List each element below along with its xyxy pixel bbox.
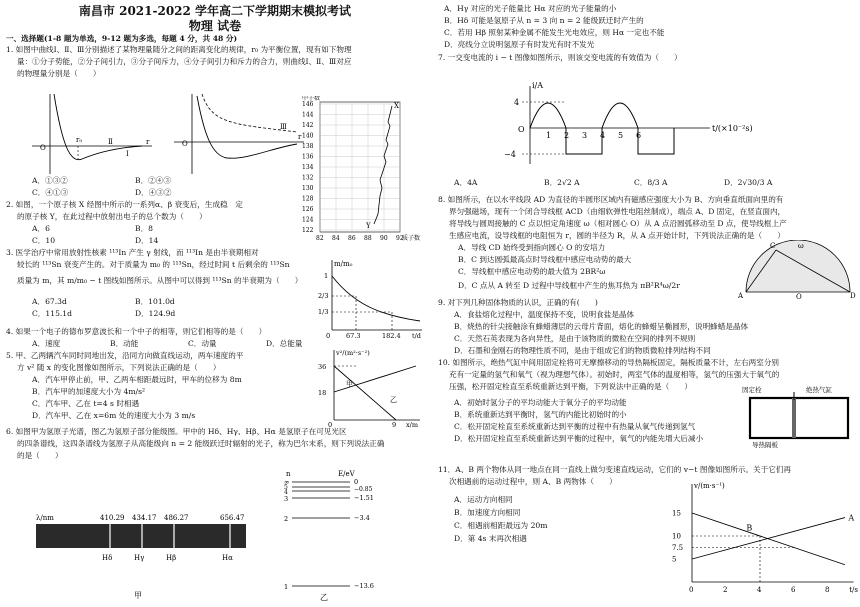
q6-spectrum <box>36 514 246 600</box>
q10-label-pin: 固定栓 <box>742 386 762 394</box>
q5-y-tick-36: 36 <box>318 363 327 371</box>
q7-y-tick-4: 4 <box>514 98 520 107</box>
q4-option-d: D．总能量 <box>266 339 303 348</box>
q11-y-tick: 5 <box>672 555 677 564</box>
q2-y-tick: 124 <box>302 216 314 224</box>
q11-y-tick: 7.5 <box>672 544 684 552</box>
q7-y-tick-neg4: −4 <box>504 150 516 159</box>
q8-label-a: A <box>738 292 744 300</box>
q7-x-label: t/(×10⁻²s) <box>712 124 753 133</box>
q11-x-tick: 0 <box>689 586 694 594</box>
q3-y-tick-2: 2/3 <box>318 292 329 300</box>
q2-x-nucleus: X <box>394 102 399 110</box>
q3-option-d: D．124.9d <box>135 309 176 318</box>
q8-label-c: C <box>770 242 776 250</box>
q2-option-d: D．14 <box>135 236 159 245</box>
q2-y-tick: 144 <box>302 111 314 119</box>
q11-series-a <box>692 518 845 559</box>
q2-chart <box>300 96 428 244</box>
q6-figure <box>30 468 430 604</box>
q7-origin: O <box>518 125 525 134</box>
q9-option-a: A．食盐熔化过程中，温度保持不变，说明食盐是晶体 <box>454 310 635 319</box>
q7-x-1: 1 <box>546 131 552 140</box>
q11-stem-1: 11．A、B 两个物体从同一地点在同一直线上做匀变速直线运动，它们的 v−t 图像如图所示。关于它们再 <box>438 465 792 474</box>
q11-stem-2: 次相遇前的运动过程中，则 A、B 两物体（ ） <box>449 477 617 486</box>
q11-label-b: B <box>746 523 753 533</box>
q2-y-tick: 142 <box>302 122 314 129</box>
q8-option-c: C．导线框中感应电动势的最大值为 2BR²ω <box>458 267 606 276</box>
q3-x-tick-0: 0 <box>326 332 331 340</box>
q2-y-tick: 138 <box>302 143 314 150</box>
q4-option-c: C．动量 <box>188 339 217 348</box>
q5-y-tick-18: 18 <box>318 389 327 397</box>
q6-option-c: C．若用 Hβ 照射某种金属不能发生光电效应，则 Hα 一定也不能 <box>444 28 665 37</box>
q1-a-origin: O <box>40 144 46 152</box>
q7-x-6: 6 <box>636 131 642 140</box>
q2-stem-1: 2. 如图，一个原子核 X 经图中所示的一系列α、β 衰变后，生成稳 定 <box>6 200 243 209</box>
q10-option-c: C．松开固定栓直至系统重新达到平衡的过程中有热量从氧气传递到氢气 <box>454 422 696 431</box>
q3-y-tick-3: 1/3 <box>318 308 329 316</box>
q2-y-nucleus: Y <box>366 222 371 230</box>
q6-wl-4: 656.47 <box>220 514 245 522</box>
paper-subtitle: 物理 试卷 <box>188 19 242 33</box>
q1-graph-b <box>174 94 304 174</box>
q7-y-label: i/A <box>532 81 544 90</box>
q6-n-label: n <box>286 470 291 478</box>
q2-x-tick: 84 <box>332 235 340 242</box>
q6-option-a: A．Hγ 对应的光子能量比 Hα 对应的光子能量的小 <box>444 4 617 13</box>
q1-stem-2: 量：①分子势能，②分子间引力，③分子间斥力，④分子间引力和斥力的合力，则曲线Ⅰ、Ⅱ、Ⅲ对应 <box>17 57 352 66</box>
q5-option-c: C．汽车甲、乙在 t=4 s 时相遇 <box>32 399 140 408</box>
q6-stem-1: 6. 如图甲为氢原子光谱，图乙为氢原子部分能级图。甲中的 Hδ、Hγ、Hβ、Hα 是氢原子在可见光区 <box>6 427 347 436</box>
q6-n-1: 1 <box>284 583 289 591</box>
q6-e-3: −1.51 <box>354 494 374 502</box>
q6-energy-levels <box>284 470 374 602</box>
q11-series-b <box>692 513 845 565</box>
q7-x-5: 5 <box>618 131 624 140</box>
q7-option-a: A．4A <box>454 178 478 187</box>
q2-x-label: 质子数 <box>402 235 421 242</box>
q3-x-tick-1: 67.3 <box>346 332 361 340</box>
q3-option-c: C．115.1d <box>32 309 73 318</box>
q1-a-r0: r₀ <box>76 136 83 144</box>
q2-y-tick: 122 <box>302 227 314 234</box>
q11-label-a: A <box>848 513 855 523</box>
q2-stem-2: 的原子核 Y，在此过程中放射出电子的总个数为（ ） <box>17 212 207 221</box>
q6-wl-3: 486.27 <box>164 514 189 522</box>
q8-option-b: B．C 到达圆弧最高点时导线框中感应电动势的最大 <box>458 255 632 264</box>
q6-e-label: E/eV <box>338 470 355 478</box>
q8-figure <box>738 240 858 300</box>
q11-y-tick: 10 <box>672 532 681 541</box>
q7-option-b: B．2√2 A <box>544 178 580 187</box>
q2-y-tick: 134 <box>302 164 314 171</box>
q6-e-inf: 0 <box>354 478 359 486</box>
q5-stem-1: 5. 甲、乙两辆汽车同时同地出发，沿同方向做直线运动，两车速度的平 <box>6 351 244 360</box>
q6-e-4: −0.85 <box>354 486 373 493</box>
q1-option-c: C．④①③ <box>32 188 69 197</box>
q6-spectrum-unit: λ/nm <box>36 514 54 522</box>
q11-y-label: v/(m·s⁻¹) <box>694 482 725 490</box>
q2-y-tick: 136 <box>302 153 314 161</box>
q7-option-d: D．2√30/3 A <box>724 178 773 187</box>
q6-e-2: −3.4 <box>354 514 370 522</box>
q3-option-a: A．67.3d <box>32 297 67 306</box>
q6-line-ha: Hα <box>222 554 233 562</box>
q11-x-tick: 8 <box>825 586 830 594</box>
q2-y-tick: 140 <box>302 132 314 140</box>
q3-stem-1: 3. 医学治疗中常用放射性核素 ¹¹³In 产生 γ 射线，而 ¹¹³In 是由半衰期相对 <box>6 248 259 257</box>
q3-stem-3: 质量为 m，其 m/m₀ − t 图线如图所示。从图中可以得到 ¹¹³Sn 的半衰期为（ ） <box>17 276 303 285</box>
q5-x-tick-0: 0 <box>328 421 333 428</box>
q8-option-a: A．导线 CD 始终受到指向圆心 O 的安培力 <box>458 243 606 252</box>
q6-line-hb: Hβ <box>166 554 177 562</box>
q5-chart <box>316 346 428 428</box>
q9-option-d: D．石墨和金刚石的物理性质不同，是由于组成它们的物质微粒排列结构不同 <box>454 346 711 355</box>
q6-n-2: 2 <box>284 515 289 523</box>
q1-a-curve-label-2: Ⅱ <box>108 138 113 146</box>
q11-option-c: C．相遇前相距最远为 20m <box>454 521 548 530</box>
q7-stem: 7. 一交变电流的 i − t 图像如图所示，则该交变电流的有效值为（ ） <box>438 53 682 62</box>
q3-x-label: t/d <box>412 332 421 340</box>
q10-label-cylinder: 绝热气缸 <box>806 386 832 394</box>
q8-label-o: O <box>796 293 802 300</box>
q5-x-label: x/m <box>406 421 419 428</box>
q8-label-w: ω <box>798 242 804 250</box>
q2-x-tick: 90 <box>380 235 388 242</box>
q9-stem: 9. 对下列几种固体物质的认识，正确的有( ) <box>438 298 598 307</box>
paper-title: 南昌市 2021-2022 学年高二下学期期末模拟考试 <box>78 4 352 18</box>
q10-option-b: B．系统重新达到平衡时，氢气的内能比初始时的小 <box>454 410 627 419</box>
q5-series-yi: 乙 <box>390 396 397 404</box>
q5-x-tick-9: 9 <box>392 421 397 428</box>
q1-a-curve-label: Ⅰ <box>126 150 129 158</box>
q8-stem-1: 8. 如图所示，在以水平线段 AD 为直径的半圆形区域内有磁感应强度大小为 B、方向垂直纸面向里的有 <box>438 195 784 204</box>
q2-y-tick: 146 <box>302 101 314 108</box>
q10-stem-3: 压强，松开固定栓直至系统重新达到平衡，下列说法中正确的是（ ） <box>449 382 692 391</box>
q6-stem-2: 的四条谱线，这四条谱线为氢原子从高能级向 n = 2 能级跃迁时辐射的光子，称为巴尔末系，则下列说法正确 <box>17 439 385 448</box>
q1-option-b: B．②④③ <box>135 176 171 185</box>
q2-x-tick: 88 <box>364 235 372 242</box>
q1-stem-3: 的物理量分别是（ ） <box>17 69 101 78</box>
q7-x-2: 2 <box>564 131 570 140</box>
q5-y-label: v²/(m²·s⁻²) <box>336 349 370 357</box>
q11-option-b: B．加速度方向相同 <box>454 508 521 517</box>
q6-stem-3: 的是（ ） <box>17 451 63 460</box>
q5-stem-2: 方 v² 随 x 的变化图像如图所示，下列说法正确的是（ ） <box>17 363 221 372</box>
q3-y-tick-1: 1 <box>324 272 329 280</box>
q1-b-r: r <box>298 133 302 141</box>
q7-x-4: 4 <box>600 131 606 140</box>
q8-label-d: D <box>850 292 856 300</box>
q4-option-a: A．速度 <box>32 339 61 348</box>
q6-e-1: −13.6 <box>354 582 374 590</box>
q5-option-d: D．汽车甲、乙在 x=6m 处的速度大小为 3 m/s <box>32 411 196 420</box>
q4-stem: 4. 如果一个电子的德布罗意波长和一个中子的相等，则它们相等的是（ ） <box>6 327 267 336</box>
q5-series-jia: 甲 <box>346 380 353 388</box>
q9-option-c: C．天然石英表现为各向异性，是由于该物质的微粒在空间的排列不规则 <box>454 334 696 343</box>
q1-graph-a <box>32 94 152 174</box>
q7-chart <box>500 78 780 172</box>
q3-option-b: B．101.0d <box>135 297 175 306</box>
q11-x-tick: 2 <box>723 586 728 594</box>
q6-wl-2: 434.17 <box>132 514 157 522</box>
q5-option-b: B．汽车甲的加速度大小为 4m/s² <box>32 387 146 396</box>
q2-y-label: 中子数 <box>302 96 321 102</box>
q2-y-tick: 128 <box>302 195 314 203</box>
q9-option-b: B．烧热的针尖接触涂有蜂蜡薄层的云母片背面，熔化的蜂蜡呈椭圆形，说明蜂蜡是晶体 <box>454 322 749 331</box>
q7-x-3: 3 <box>582 131 588 140</box>
q8-option-d: D．C 点从 A 转至 D 过程中导线框中产生的焦耳热为 πB²R⁴ω/2r <box>458 281 680 290</box>
q2-x-tick: 82 <box>316 235 324 242</box>
q6-n-5: 5 <box>284 484 288 491</box>
q1-option-a: A．①③② <box>32 176 68 185</box>
q10-stem-1: 10. 如图所示，绝热气缸中间用固定栓将可无摩擦移动的导热隔板固定，隔板质量不计，左右两室分别 <box>438 358 780 367</box>
q6-option-b: B．Hδ 可能是氢原子从 n = 3 向 n = 2 能级跃迁时产生的 <box>444 16 644 25</box>
q3-x-tick-2: 182.4 <box>382 332 401 340</box>
q11-chart <box>662 478 858 606</box>
q3-stem-2: 较长的 ¹¹³Sn 衰变产生的。对于质量为 m₀ 的 ¹¹³Sn，经过时间 t 后剩余的 ¹¹³Sn <box>17 260 290 269</box>
q11-x-tick: 4 <box>757 586 762 594</box>
q1-b-origin: O <box>182 140 188 148</box>
q6-n-4: 4 <box>284 489 288 496</box>
q10-label-plate: 导热隔板 <box>752 441 778 449</box>
q6-line-hg: Hγ <box>134 554 145 562</box>
q2-y-tick: 130 <box>302 185 314 192</box>
q2-option-b: B．8 <box>135 224 154 233</box>
q6-line-hd: Hδ <box>102 554 113 562</box>
q1-stem-1: 1. 如图中曲线Ⅰ、Ⅱ、Ⅲ分别描述了某物理量随分之间的距离变化的规律，r₀ 为平衡位置，现有如下物理 <box>6 45 352 54</box>
q11-option-d: D．第 4s 末再次相遇 <box>454 534 527 543</box>
q5-option-a: A．汽车甲停止前，甲、乙两车相距最远时，甲车的位移为 8m <box>32 375 242 384</box>
q7-option-c: C．8/3 A <box>634 178 668 187</box>
q6-caption-jia: 甲 <box>134 591 142 600</box>
q11-option-a: A．运动方向相同 <box>454 495 513 504</box>
q10-option-a: A．初始时氢分子的平均动能大于氧分子的平均动能 <box>454 398 627 407</box>
section-heading: 一、选择题(1-8 题为单选，9-12 题为多选，每题 4 分，共 48 分) <box>6 34 238 43</box>
q10-stem-2: 充有一定量的氢气和氧气（视为理想气体）。初始时，两室气体的温度相等，氢气的压强大于氧气的 <box>449 370 780 379</box>
q3-y-label: m/m₀ <box>334 260 353 268</box>
q6-n-inf: ∞ <box>284 478 290 486</box>
q6-option-d: D．亮线分立说明氢原子有时发光有时不发光 <box>444 40 595 49</box>
q2-y-tick: 126 <box>302 206 314 213</box>
q1-b-curve-label: Ⅲ <box>280 123 287 131</box>
q1-a-r: r <box>146 138 150 146</box>
q8-stem-4: 生感应电流，设导线框的电阻恒为 r，圆的半径为 R，从 A 点开始计时，下列说法正确的是（ ） <box>449 231 785 240</box>
q3-chart <box>316 256 428 340</box>
q10-figure <box>740 384 858 450</box>
q8-stem-2: 界匀强磁场，现有一个闭合导线框 ACD（由细软弹性电阻丝制成），端点 A、D 固定，在竖直面内， <box>449 207 786 216</box>
q8-stem-3: 将导线与圆周接触的 C 点以恒定角速度 ω（相对圆心 O）从 A 点沿圆弧移动至 D 点，使导线框上产 <box>449 219 787 228</box>
q2-x-tick: 86 <box>348 235 356 242</box>
q11-x-tick: 6 <box>791 586 796 594</box>
q2-y-tick: 132 <box>302 174 314 182</box>
q10-option-d: D．松开固定栓直至系统重新达到平衡的过程中，氧气的内能先增大后减小 <box>454 434 704 443</box>
q11-x-label: t/s <box>849 586 858 594</box>
q11-y-tick: 15 <box>672 509 681 518</box>
q6-caption-yi: 乙 <box>320 593 328 602</box>
q4-option-b: B．动能 <box>110 339 139 348</box>
q6-n-3: 3 <box>284 495 289 503</box>
q1-figure <box>22 84 312 176</box>
q6-wl-1: 410.29 <box>100 514 125 522</box>
q2-x-tick: 92 <box>396 235 404 242</box>
q1-option-d: D．④③② <box>135 188 172 197</box>
q2-option-c: C．10 <box>32 236 56 245</box>
q2-option-a: A．6 <box>32 224 50 233</box>
